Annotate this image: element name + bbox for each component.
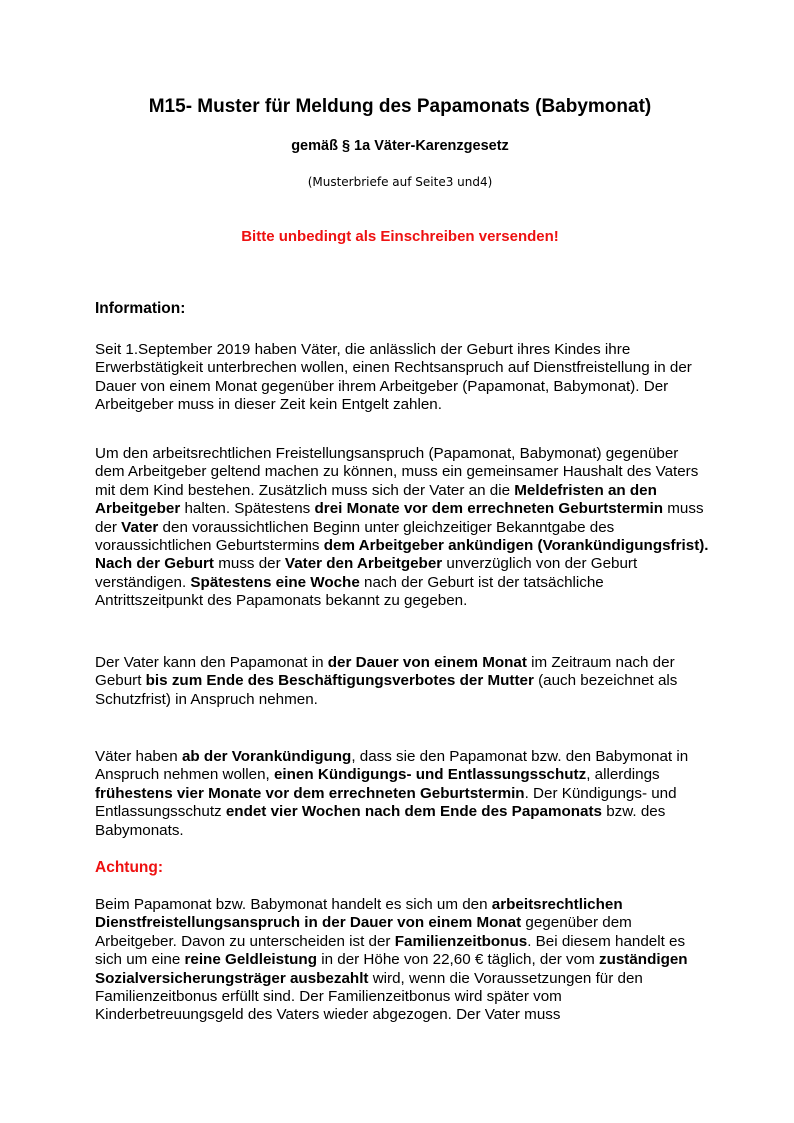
emphasis-text: Spätestens eine Woche (190, 573, 360, 591)
achtung-heading: Achtung: (95, 859, 164, 876)
emphasis-text: endet vier Wochen nach dem Ende des Papamonats (225, 803, 602, 821)
registered-mail-warning: Bitte unbedingt als Einschreiben versenden! (241, 228, 559, 245)
document-subtitle: gemäß § 1a Väter-Karenzgesetz (291, 138, 509, 154)
document-title: M15- Muster für Meldung des Papamonats (Babymonat) (148, 96, 652, 117)
emphasis-text: Familienzeitbonus (394, 932, 528, 950)
body-text: muss der (214, 555, 285, 573)
body-text: nach der Geburt ist der tatsächliche Antrittszeitpunkt des Papamonats bekannt zu gegeben. (95, 573, 604, 610)
paragraph-notification-deadlines (95, 445, 710, 611)
emphasis-text: frühestens vier Monate vor dem errechneten Geburtstermin (95, 784, 525, 802)
body-text: den voraussichtlichen Beginn unter gleichzeitiger Bekanntgabe des voraussichtlichen Geburtstermins (95, 518, 615, 555)
emphasis-text: arbeitsrechtlichen Dienstfreistellungsanspruch in der Dauer von einem Monat (95, 896, 623, 932)
body-text: . Bei diesem handelt es sich um eine (95, 932, 686, 969)
body-text: . Der Kündigungs- und Entlassungsschutz (95, 784, 677, 821)
body-text: gegenüber dem Arbeitgeber. Davon zu unterscheiden ist der (95, 914, 632, 950)
body-text: im Zeitraum nach der Geburt (95, 654, 675, 690)
body-text: muss der (95, 500, 704, 536)
emphasis-text: einen Kündigungs- und Entlassungsschutz (273, 766, 587, 784)
emphasis-text: dem Arbeitgeber ankündigen (Vorankündigungsfrist). Nach der Geburt (95, 537, 709, 573)
body-text: Um den arbeitsrechtlichen Freistellungsanspruch (Papamonat, Babymonat) gegenüber dem Arbeitgeber geltend machen zu können, muss ein gemeinsamer Haushalt des Vaters mit dem Kind bestehen. Zusätzlich muss sich der Vater an die (95, 445, 699, 499)
body-text: Beim Papamonat bzw. Babymonat handelt es sich um den (95, 896, 492, 913)
body-text: (auch bezeichnet als Schutzfrist) in Anspruch nehmen. (95, 672, 678, 708)
body-text: wird, wenn die Voraussetzungen für den Familienzeitbonus erfüllt sind. Der Familienzeitbonus wird später vom Kinderbetreuungsgeld des Vaters wieder abgezogen. Der Vater muss (95, 969, 643, 1024)
emphasis-text: Vater (121, 518, 159, 536)
emphasis-text: Vater den Arbeitgeber (284, 555, 443, 573)
body-text: in der Höhe von 22,60 € täglich, der vom (316, 951, 599, 969)
paragraph-dismissal-protection (95, 748, 710, 840)
emphasis-text: reine Geldleistung (184, 951, 317, 969)
body-text: halten. Spätestens (180, 500, 315, 518)
paragraph-family-bonus (95, 896, 710, 1025)
emphasis-text: ab der Vorankündigung (181, 748, 352, 765)
body-text: Der Vater kann den Papamonat in (95, 654, 328, 671)
emphasis-text: zuständigen Sozialversicherungsträger ausbezahlt (95, 951, 688, 987)
sample-letters-note: (Musterbriefe auf Seite3 und4) (307, 175, 493, 189)
body-text: bzw. des Babymonats. (95, 803, 666, 839)
body-text: , dass sie den Papamonat bzw. den Babymonat in Anspruch nehmen wollen, (95, 748, 689, 784)
emphasis-text: bis zum Ende des Beschäftigungsverbotes der Mutter (145, 672, 534, 690)
body-text: Seit 1.September 2019 haben Väter, die anlässlich der Geburt ihres Kindes ihre Erwerbstätigkeit unterbrechen wollen, einen Rechtsanspruch auf Dienstfreistellung in der Dauer von einem Monat gegenüber ihrem Arbeitgeber (Papamonat, Babymonat). Der Arbeitgeber muss in dieser Zeit kein Entgelt zahlen. (95, 341, 692, 414)
body-text: , allerdings (586, 766, 660, 784)
body-text: unverzüglich von der Geburt verständigen. (95, 555, 638, 591)
emphasis-text: der Dauer von einem Monat (327, 654, 527, 671)
paragraph-duration (95, 654, 710, 709)
emphasis-text: Meldefristen an den Arbeitgeber (95, 481, 657, 518)
information-heading: Information: (95, 300, 186, 317)
body-text: Väter haben (95, 748, 182, 765)
emphasis-text: drei Monate vor dem errechneten Geburtstermin (314, 500, 664, 518)
paragraph-intro (95, 341, 710, 415)
